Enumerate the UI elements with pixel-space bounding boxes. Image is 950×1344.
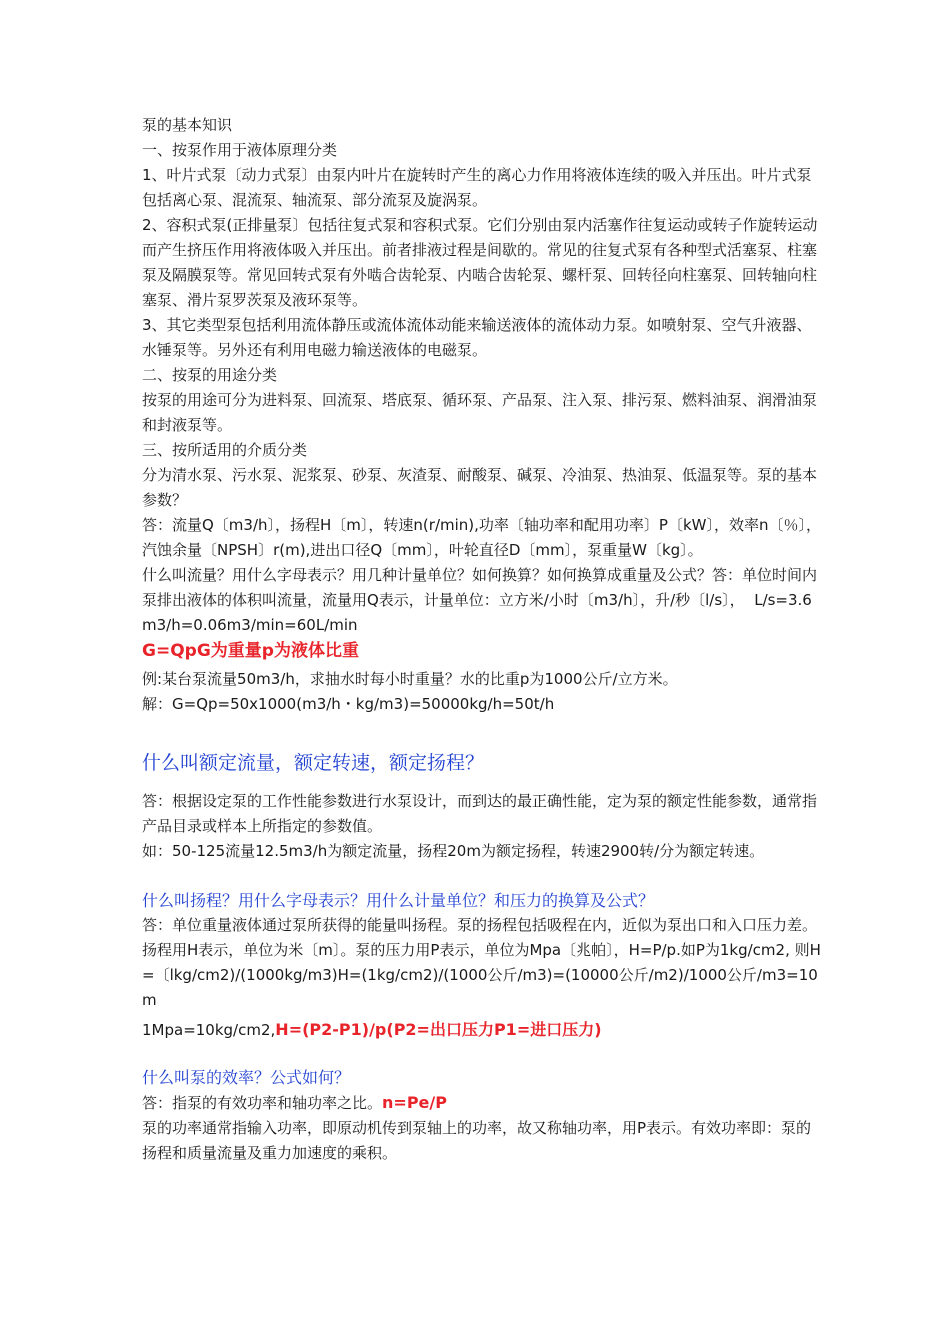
section-1-paragraph-2: 2、容积式泵(正排量泵〕包括往复式泵和容积式泵。它们分别由泵内活塞作往复运动或转子作旋转运动而产生挤压作用将液体吸入并压出。前者排液过程是间歇的。常见的往复式泵有各种型式活塞泵、柱塞泵及隔膜泵等。常见回转式泵有外啮合齿轮泵、内啮合齿轮泵、螺杆泵、回转径向柱塞泵、回转轴向柱塞泵、滑片泵罗茨泵及液环泵等。 [142,216,818,309]
efficiency-power-paragraph: 泵的功率通常指输入功率，即原动机传到泵轴上的功率，故又称轴功率，用P表示。有效功率即：泵的扬程和质量流量及重力加速度的乘积。 [142,1119,812,1162]
document-title: 泵的基本知识 [142,116,233,134]
section-2-title: 二、按泵的用途分类 [142,366,278,384]
efficiency-answer [142,1090,822,1116]
efficiency-answer-text: 答：指泵的有效功率和轴功率之比。 [142,1094,383,1112]
flow-question: 什么叫流量？用什么字母表示？用几种计量单位？如何换算？如何换算成重量及公式？答：单位时间内泵排出液体的体积叫流量，流量用Q表示，计量单位：立方米/小时〔m3/h〕，升/秒〔l/s〕， L/s=3.6m3/h=0.06m3/min=60L/min [142,566,818,634]
section-3-title: 三、按所适用的介质分类 [142,441,308,459]
head-formula-line [142,1017,822,1043]
document-body [142,113,822,1166]
section-1-paragraph-1: 1、叶片式泵〔动力式泵〕由泵内叶片在旋转时产生的离心力作用将液体连续的吸入并压出。叶片式泵包括离心泵、混流泵、轴流泵、部分流泵及旋涡泵。 [142,166,812,209]
flow-example: 例:某台泵流量50m3/h，求抽水时每小时重量？水的比重p为1000公斤/立方米。 [142,670,678,688]
rated-heading: 什么叫额定流量，额定转速，额定扬程？ [142,752,485,774]
parameters-answer: 答：流量Q〔m3/h〕，扬程H〔m〕，转速n(r/min),功率〔轴功率和配用功率〕P〔kW〕，效率n〔％〕，汽蚀余量〔NPSH〕r(m),进出口径Q〔mm〕，叶轮直径D〔mm〕，泵重量W〔kg〕。 [142,516,821,559]
section-2-paragraph: 按泵的用途可分为进料泵、回流泵、塔底泵、循环泵、产品泵、注入泵、排污泵、燃料油泵、润滑油泵和封液泵等。 [142,391,818,434]
efficiency-heading: 什么叫泵的效率？公式如何？ [142,1068,351,1087]
section-1-paragraph-3: 3、其它类型泵包括利用流体静压或流体流体动能来输送液体的流体动力泵。如喷射泵、空气升液器、水锤泵等。另外还有利用电磁力输送液体的电磁泵。 [142,316,812,359]
rated-answer: 答：根据设定泵的工作性能参数进行水泵设计，而到达的最正确性能，定为泵的额定性能参数，通常指产品目录或样本上所指定的参数值。 [142,792,818,835]
section-3-paragraph: 分为清水泵、污水泵、泥浆泵、砂泵、灰渣泵、耐酸泵、碱泵、冷油泵、热油泵、低温泵等。泵的基本参数？ [142,466,818,509]
head-heading: 什么叫扬程？用什么字母表示？用什么计量单位？和压力的换算及公式？ [142,891,655,910]
flow-solution: 解：G=Qp=50x1000(m3/h・kg/m3)=50000kg/h=50t/h [142,695,555,713]
rated-example: 如：50-125流量12.5m3/h为额定流量，扬程20m为额定扬程，转速2900转/分为额定转速。 [142,842,765,860]
head-answer: 答：单位重量液体通过泵所获得的能量叫扬程。泵的扬程包括吸程在内，近似为泵出口和入口压力差。扬程用H表示，单位为米〔m〕。泵的压力用P表示，单位为Mpa〔兆帕〕，H=P/p.如P为1kg/cm2, 则H=〔lkg/cm2)/(1000kg/m3)H=(1kg/cm2)/(1000公斤/m3)=(10000公斤/m2)/1000公斤/m3=10m [142,916,821,1009]
flow-weight-formula: G=QpG为重量p为液体比重 [142,641,359,661]
head-unit-conversion: 1Mpa=10kg/cm2, [142,1021,276,1039]
section-1-title: 一、按泵作用于液体原理分类 [142,141,338,159]
head-pressure-formula: H=(P2-P1)/p(P2=出口压力P1=进口压力) [275,1020,602,1039]
efficiency-formula: n=Pe/P [382,1093,447,1112]
